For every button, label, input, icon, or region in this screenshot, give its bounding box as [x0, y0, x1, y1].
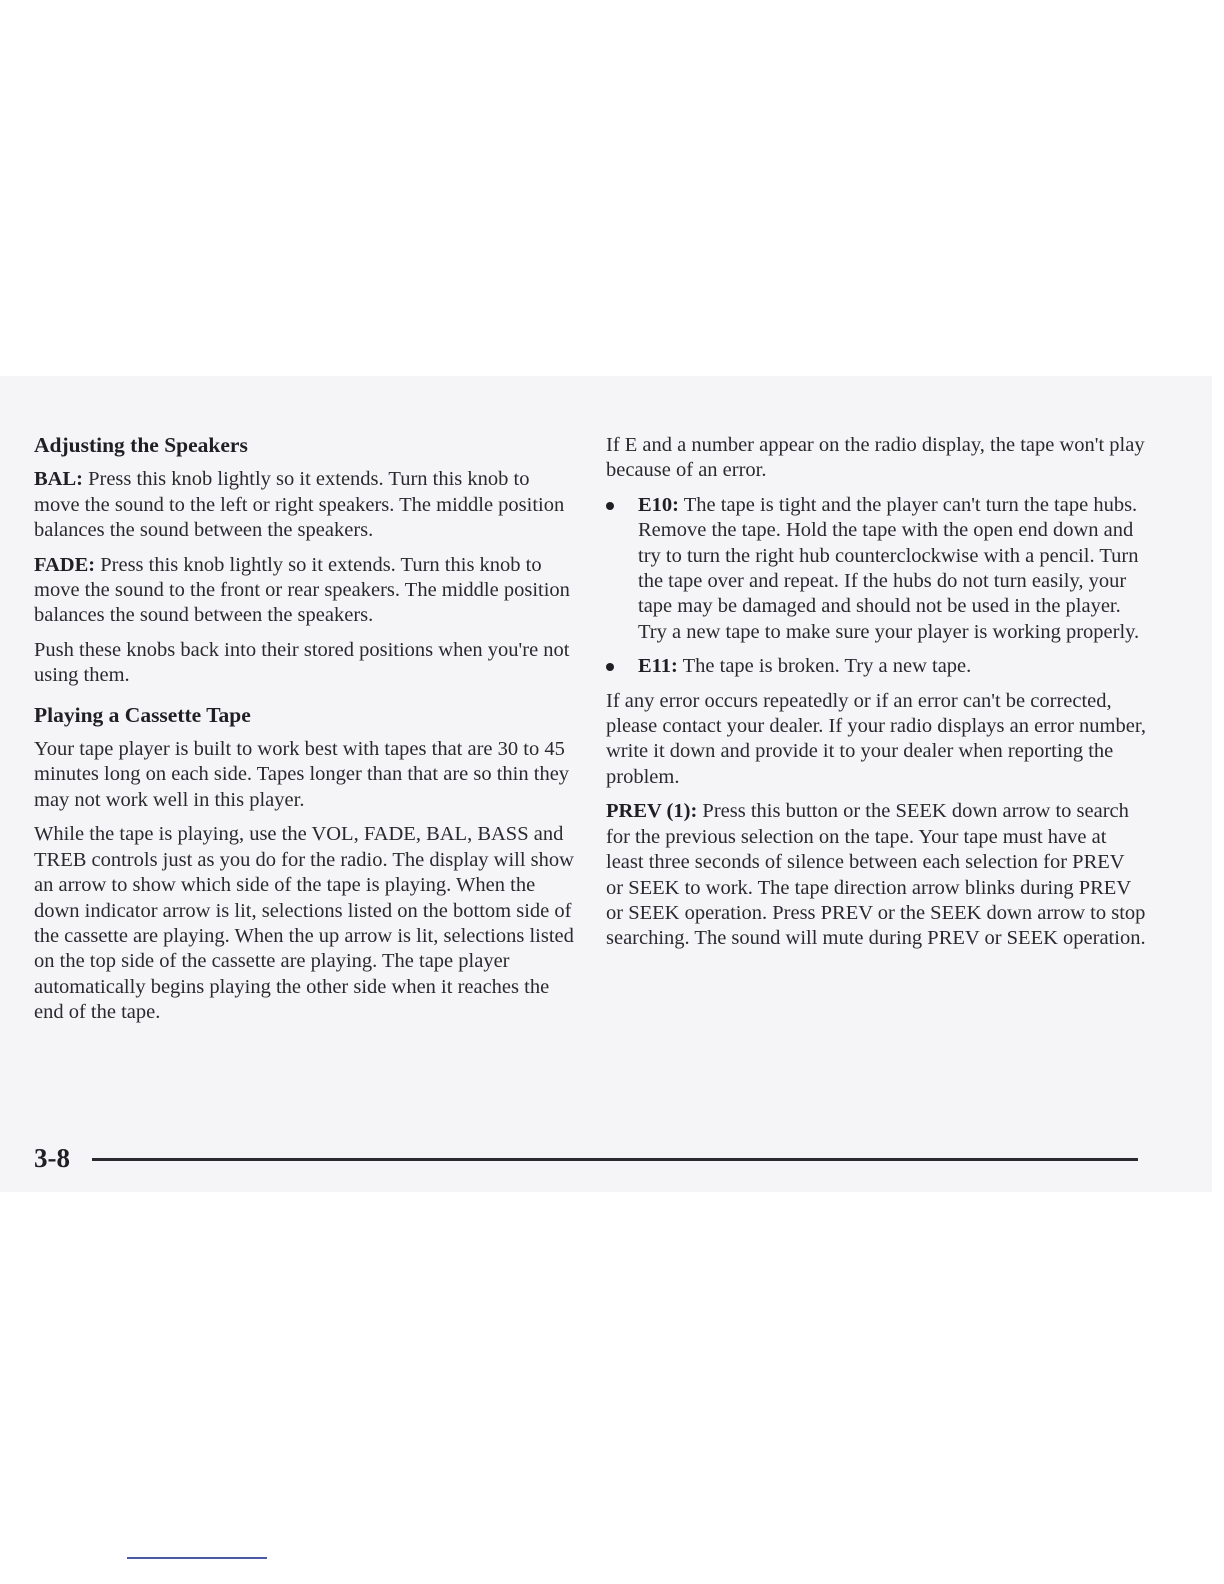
fade-label: FADE: — [34, 553, 96, 576]
prev-label: PREV (1): — [606, 800, 698, 823]
bal-text: Press this knob lightly so it extends. Turn this knob to move the sound to the left or right speakers. The middle position balances the sound between the speakers. — [34, 468, 565, 542]
list-item — [606, 654, 1146, 679]
repeat-error-paragraph: If any error occurs repeatedly or if an error can't be corrected, please contact your dealer. If your radio displays an error number, write it down and provide it to your dealer when reporting the problem. — [606, 689, 1146, 788]
bal-label: BAL: — [34, 468, 83, 491]
error-label: E10: — [638, 493, 679, 516]
bottom-divider — [127, 1557, 267, 1559]
cassette-heading: Playing a Cassette Tape — [34, 702, 251, 727]
bullet-icon — [606, 502, 614, 510]
fade-paragraph — [34, 553, 574, 629]
error-intro-paragraph: If E and a number appear on the radio display, the tape won't play because of an error. — [606, 434, 1145, 482]
speakers-heading: Adjusting the Speakers — [34, 433, 248, 457]
prev-paragraph — [606, 799, 1146, 951]
bal-paragraph — [34, 467, 574, 543]
page-footer — [34, 1140, 1138, 1176]
error-text: The tape is tight and the player can't turn the tape hubs. Remove the tape. Hold the tape with the open end down and try to turn the right hub counterclockwise with a pencil. Turn the tape over and repeat. If the hubs do not turn easily, your tape may be damaged and should not be used in the player. Try a new tape to make sure your player is working properly. — [638, 493, 1140, 643]
tape-length-paragraph: Your tape player is built to work best with tapes that are 30 to 45 minutes long on each side. Tapes longer than that are so thin they may not work well in this player. — [34, 738, 570, 811]
fade-text: Press this knob lightly so it extends. Turn this knob to move the sound to the front or rear speakers. The middle position balances the sound between the speakers. — [34, 553, 570, 627]
error-label: E11: — [638, 655, 678, 678]
push-knobs-paragraph: Push these knobs back into their stored positions when you're not using them. — [34, 638, 570, 687]
bullet-icon — [606, 663, 614, 671]
error-list — [606, 493, 1146, 680]
left-column — [34, 433, 574, 1035]
while-playing-paragraph: While the tape is playing, use the VOL, FADE, BAL, BASS and TREB controls just as you do for the radio. The display will show an arrow to show which side of the tape is playing. When the down indicator arrow is lit, selections listed on the bottom side of the cassette are playing. When the up arrow is lit, selections listed on the top side of the cassette are playing. The tape player automatically begins playing the other side when it reaches the end of the tape. — [34, 823, 574, 1024]
error-text: The tape is broken. Try a new tape. — [682, 655, 972, 678]
page-number: 3-8 — [34, 1143, 70, 1173]
prev-text: Press this button or the SEEK down arrow to search for the previous selection on the tape. Your tape must have at least three seconds of silence between each selection for PREV or SEEK to work. The tape direction arrow blinks during PREV or SEEK operation. Press PREV or the SEEK down arrow to stop searching. The sound will mute during PREV or SEEK operation. — [606, 800, 1146, 950]
list-item — [606, 493, 1146, 645]
footer-rule — [92, 1158, 1138, 1161]
right-column — [606, 433, 1146, 961]
